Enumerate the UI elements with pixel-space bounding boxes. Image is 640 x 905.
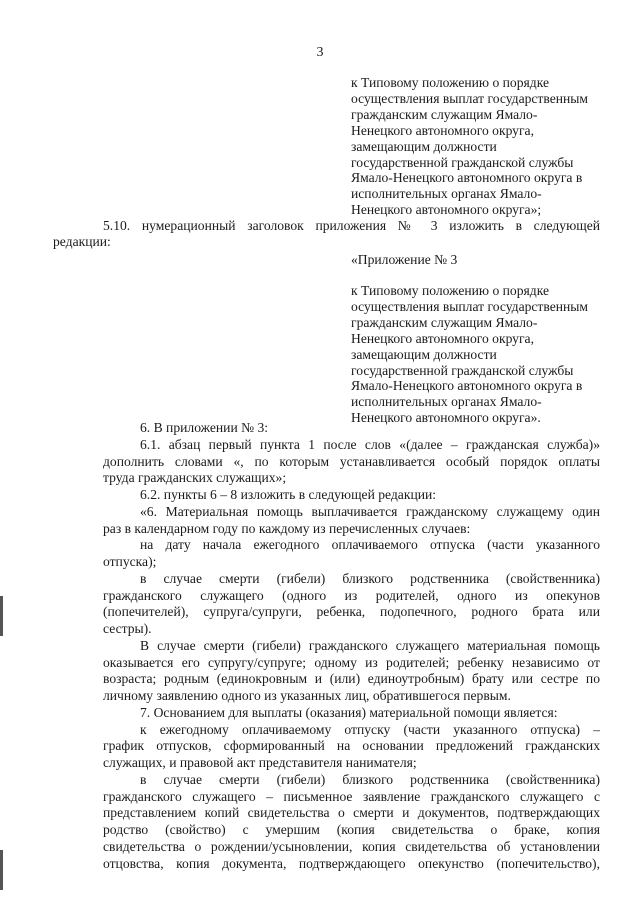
body-line: свидетельства о рождении/усыновлении, копия свидетельства об установлении <box>103 839 600 854</box>
body-line: возраста; родным (единокровным и (или) единоутробным) брату или сестре по <box>103 671 600 686</box>
body-line: дополнить словами «, по которым устанавливается особый порядок оплаты <box>103 454 600 469</box>
annotation-line: к Типовому положению о порядке <box>351 75 549 90</box>
item-5-10-line-1: 5.10. нумерационный заголовок приложения № 3 изложить в следующей <box>103 218 600 233</box>
body-line: в случае смерти (гибели) близкого родственника (свойственника) <box>140 772 600 787</box>
body-line: сестры). <box>103 621 152 636</box>
annotation-block-1 <box>351 75 616 218</box>
body-line: раз в календарном году по каждому из перечисленных случаев: <box>103 521 471 536</box>
annotation-line: осуществления выплат государственным <box>351 90 589 106</box>
body-line: к ежегодному оплачиваемому отпуску (части указанного отпуска) – <box>140 722 600 737</box>
body-line: (попечителей), супруга/супруги, ребенка, подопечного, родного брата или <box>103 604 600 619</box>
body-line: на дату начала ежегодного оплачиваемого отпуска (части указанного <box>140 537 600 552</box>
body-line: график отпусков, сформированный на основании предложений гражданских <box>103 738 600 753</box>
page-number: 3 <box>316 45 324 60</box>
annotation-line: государственной гражданской службы <box>351 154 574 170</box>
annotation-line: Ямало-Ненецкого автономного округа в <box>351 378 583 394</box>
annotation-line: Ненецкого автономного округа, <box>351 330 534 346</box>
annotation-line: осуществления выплат государственным <box>351 298 589 314</box>
item-5-10-line-2: редакции: <box>53 234 111 249</box>
body-line: В случае смерти (гибели) гражданского служащего материальная помощь <box>140 638 600 653</box>
body-line: отпуска); <box>103 554 157 569</box>
body-line: 6.1. абзац первый пункта 1 после слов «(далее – гражданская служба)» <box>140 437 600 452</box>
annotation-line: замещающим должности <box>351 138 497 154</box>
body-line: служащих, и правовой акт представителя нанимателя; <box>103 755 417 770</box>
body-line: гражданского служащего (одного из родителей, одного из опекунов <box>103 588 600 603</box>
annotation-line: исполнительных органах Ямало- <box>351 186 542 202</box>
annotation-line: исполнительных органах Ямало- <box>351 394 542 410</box>
appendix-title: «Приложение № 3 <box>351 252 458 267</box>
body-line: личному заявлению одного из указанных лиц, обратившегося первым. <box>103 688 511 703</box>
scan-edge-mark <box>0 850 3 890</box>
annotation-line: гражданским служащим Ямало- <box>351 106 538 122</box>
body-line: 6.2. пункты 6 – 8 изложить в следующей редакции: <box>140 487 437 502</box>
annotation-line: Ненецкого автономного округа»; <box>351 202 542 218</box>
annotation-line: Ненецкого автономного округа, <box>351 122 534 138</box>
annotation-line: замещающим должности <box>351 346 497 362</box>
body-line: представлением копий свидетельства о смерти и документов, подтверждающих <box>103 805 600 820</box>
annotation-line: государственной гражданской службы <box>351 362 574 378</box>
body-line: «6. Материальная помощь выплачивается гражданскому служащему один <box>140 504 600 519</box>
annotation-line: гражданским служащим Ямало- <box>351 314 538 330</box>
annotation-line: к Типовому положению о порядке <box>351 283 549 298</box>
body-line: 7. Основанием для выплаты (оказания) материальной помощи является: <box>140 705 558 720</box>
annotation-line: Ямало-Ненецкого автономного округа в <box>351 170 583 186</box>
body-line: 6. В приложении № 3: <box>140 420 269 435</box>
body-line: гражданского служащего – письменное заявление гражданского служащего с <box>103 789 600 804</box>
body-line: оказывается его супругу/супруге; одному из родителей; ребенку независимо от <box>103 655 600 670</box>
annotation-line: Ненецкого автономного округа». <box>351 410 541 426</box>
scan-edge-mark <box>0 596 3 636</box>
body-line: труда гражданских служащих»; <box>103 470 287 485</box>
body-line: в случае смерти (гибели) близкого родственника (свойственника) <box>140 571 600 586</box>
body-line: родство (свойство) с умершим (копия свидетельства о браке, копия <box>103 822 600 837</box>
annotation-block-2 <box>351 283 616 426</box>
body-line: отцовства, копия документа, подтверждающего опекунство (попечительство), <box>103 856 600 871</box>
